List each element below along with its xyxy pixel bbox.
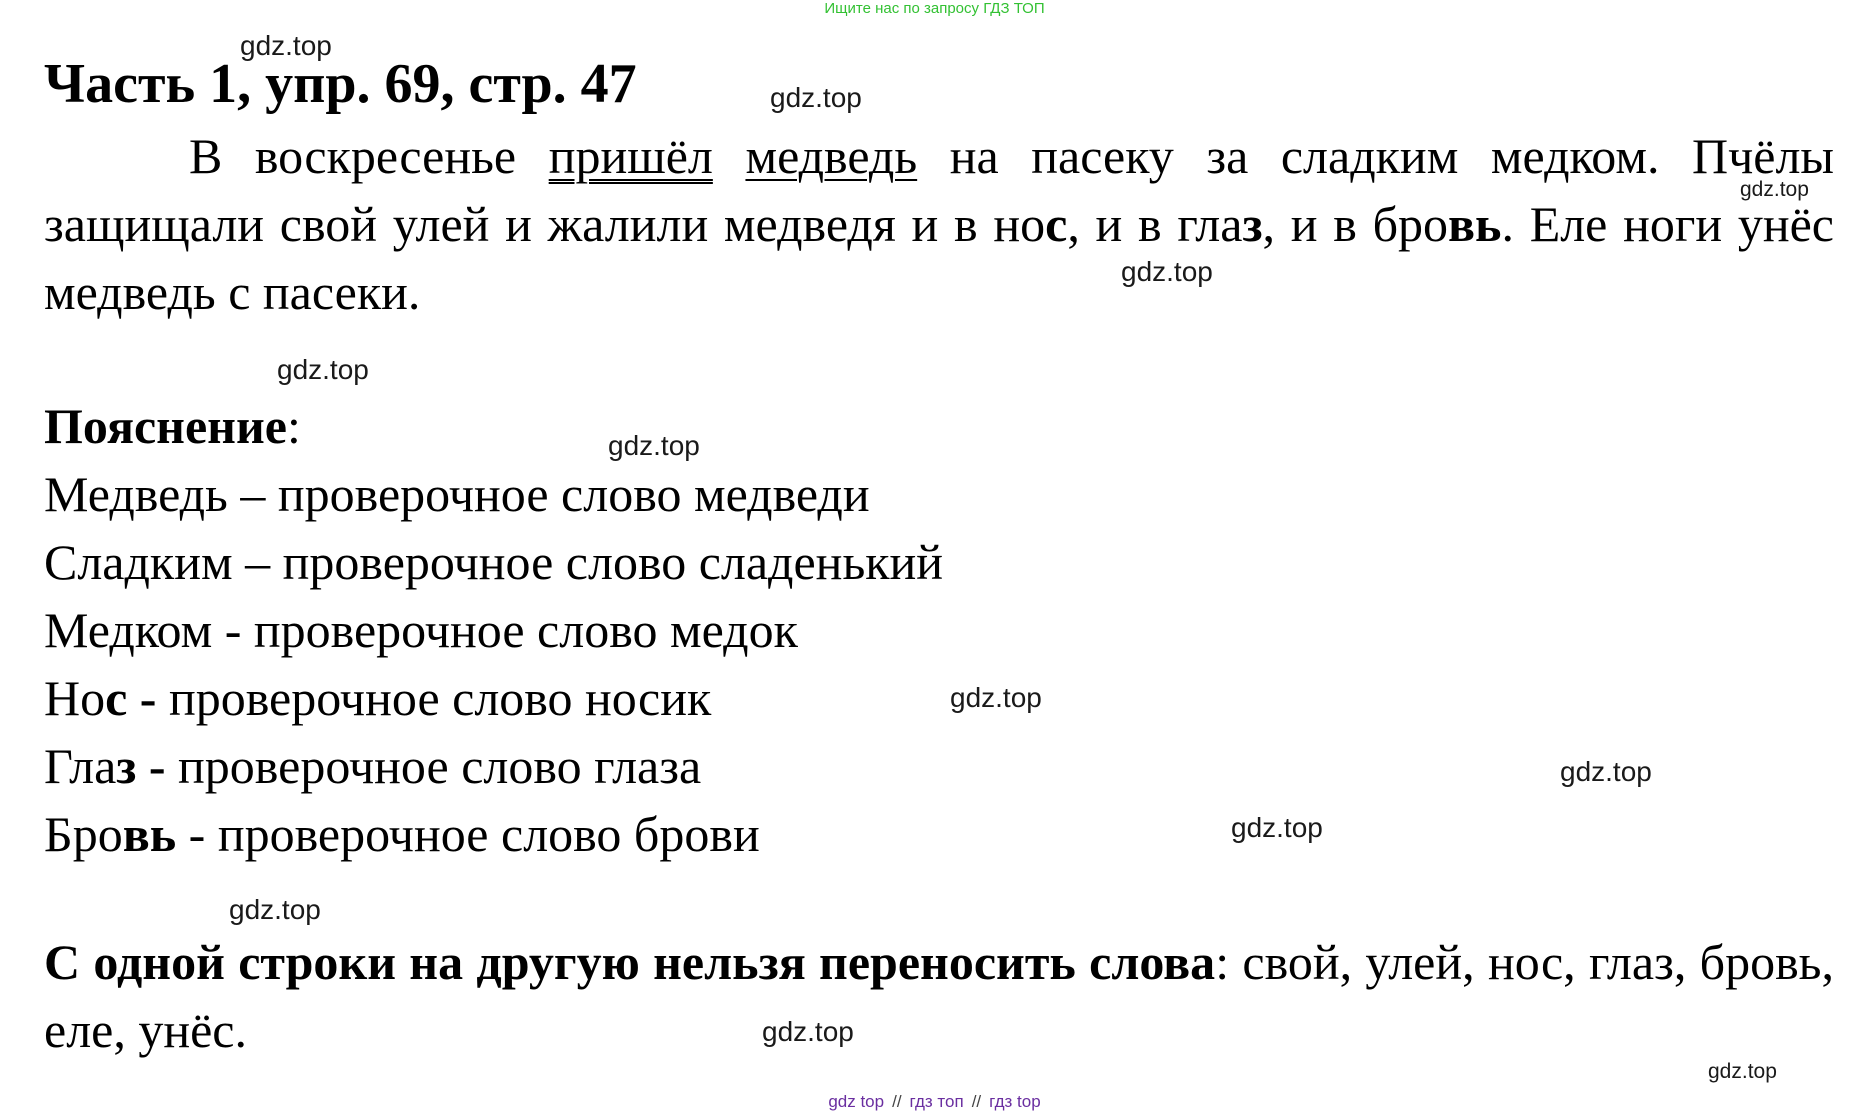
explanation-line [44, 664, 711, 732]
word: Медведь [44, 466, 228, 522]
highlighted-letter: з - [116, 738, 166, 794]
predicate-underlined: пришёл [548, 128, 713, 184]
word: Но [44, 670, 106, 726]
watermark: gdz.top [240, 30, 332, 61]
check-word: проверочное слово глаза [165, 738, 702, 794]
watermark: gdz.top [1740, 178, 1809, 201]
highlighted-letter: с [1045, 196, 1068, 252]
text-fragment: на пасеку за сладким медком. Пчёлы защищали свой улей и жалили медведя и в но [44, 128, 1835, 252]
explanation-line [44, 732, 701, 800]
text-fragment: , и в гла [1067, 196, 1243, 252]
word: Бро [44, 806, 123, 862]
check-word: - проверочное слово медок [212, 602, 798, 658]
watermark: gdz.top [770, 82, 862, 113]
word: Медком [44, 602, 213, 658]
watermark: gdz.top [1231, 812, 1323, 843]
watermark: gdz.top [1560, 756, 1652, 787]
check-word: - проверочное слово брови [176, 806, 760, 862]
check-word: – проверочное слово сладенький [232, 534, 944, 590]
subject-underlined: медведь [745, 128, 918, 184]
hyphenation-rule: С одной строки на другую нельзя переносить слова [44, 934, 1216, 990]
explanation-line [44, 800, 760, 868]
highlighted-letter: вь [122, 806, 177, 862]
watermark: gdz.top [1121, 256, 1213, 287]
explanation-line [44, 596, 798, 664]
explanation-line [44, 460, 870, 528]
word: Гла [44, 738, 117, 794]
text-fragment: В воскресенье [189, 128, 549, 184]
footer-link-gdz-top-ru[interactable]: гдз топ [909, 1092, 964, 1111]
highlighted-letter: з [1242, 196, 1263, 252]
highlighted-letter: с - [105, 670, 157, 726]
exercise-text [44, 122, 1834, 326]
footer-separator: // [971, 1092, 982, 1111]
watermark: gdz.top [950, 682, 1042, 713]
text-fragment: . Еле ноги унёс медведь с пасеки. [44, 196, 1834, 320]
explanation-heading [44, 392, 301, 460]
watermark: gdz.top [608, 430, 700, 461]
footer-links [0, 1092, 1869, 1112]
word: Сладким [44, 534, 233, 590]
watermark: gdz.top [1708, 1060, 1777, 1083]
check-word: проверочное слово носик [156, 670, 712, 726]
hyphenation-words: : свой, улей, нос, глаз, бровь, еле, унёс. [44, 934, 1834, 1058]
page-title: Часть 1, упр. 69, стр. 47 [44, 53, 637, 115]
footer-link-gdz-top[interactable]: gdz top [828, 1092, 885, 1111]
text-fragment: , и в бро [1262, 196, 1449, 252]
highlighted-letter: вь [1448, 196, 1502, 252]
watermark: gdz.top [762, 1016, 854, 1047]
text-fragment [713, 128, 746, 184]
hyphenation-note [44, 928, 1834, 1064]
footer-link-gdz-top-mixed[interactable]: гдз top [989, 1092, 1041, 1111]
check-word: – проверочное слово медведи [227, 466, 870, 522]
top-search-hint: Ищите нас по запросу ГДЗ ТОП [824, 0, 1045, 17]
explanation-line [44, 528, 943, 596]
explanation-heading-label: Пояснение [44, 398, 287, 454]
footer-separator: // [892, 1092, 902, 1111]
watermark: gdz.top [277, 354, 369, 385]
explanation-colon: : [287, 398, 301, 454]
watermark: gdz.top [229, 894, 321, 925]
